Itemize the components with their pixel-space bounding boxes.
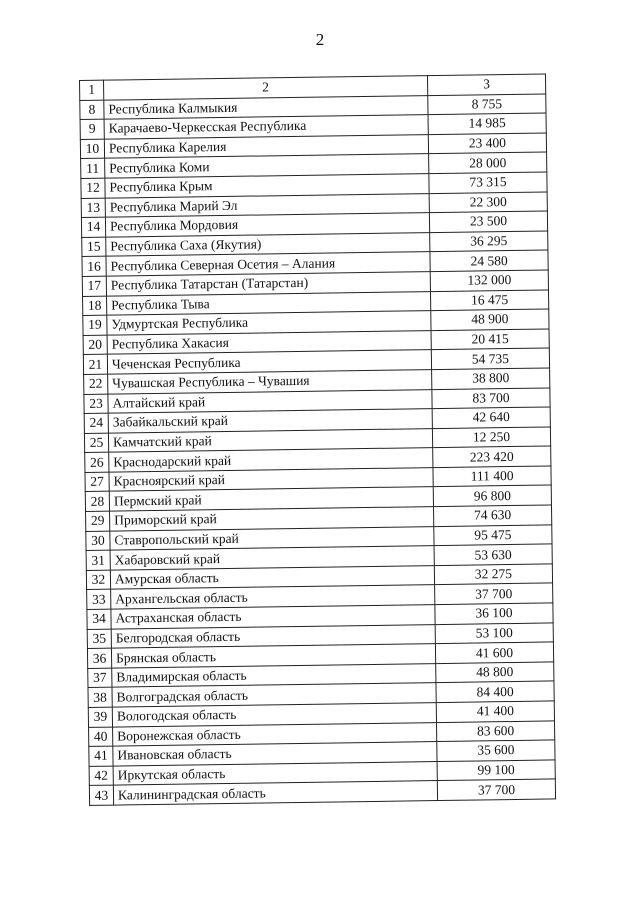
row-number-cell: 10	[80, 139, 104, 159]
region-name-cell: Краснодарский край	[109, 448, 433, 472]
amount-cell: 111 400	[433, 466, 551, 487]
row-number-cell: 23	[84, 394, 108, 414]
row-number-cell: 33	[87, 590, 111, 610]
row-number-cell: 21	[83, 354, 107, 374]
page-number: 2	[315, 30, 325, 49]
amount-cell: 41 600	[435, 642, 553, 663]
row-number-cell: 38	[88, 688, 112, 708]
amount-cell: 132 000	[430, 270, 548, 291]
amount-cell: 96 800	[433, 485, 551, 506]
amount-cell: 37 700	[435, 583, 553, 604]
region-name-cell: Белгородская область	[111, 624, 435, 648]
region-name-cell: Владимирская область	[112, 663, 436, 687]
amount-cell: 23 500	[429, 211, 547, 232]
header-col-1: 1	[80, 80, 104, 100]
region-name-cell: Республика Калмыкия	[104, 95, 428, 119]
row-number-cell: 39	[88, 707, 112, 727]
row-number-cell: 43	[89, 785, 113, 805]
region-name-cell: Республика Коми	[105, 154, 429, 178]
amount-cell: 48 800	[436, 662, 554, 683]
region-name-cell: Республика Крым	[105, 174, 429, 198]
region-name-cell: Ивановская область	[113, 742, 437, 766]
amount-cell: 12 250	[432, 427, 550, 448]
amount-cell: 48 900	[431, 309, 549, 330]
row-number-cell: 11	[81, 159, 105, 179]
amount-cell: 223 420	[433, 446, 551, 467]
row-number-cell: 16	[82, 256, 106, 276]
amount-cell: 28 000	[429, 152, 547, 173]
amount-cell: 23 400	[428, 133, 546, 154]
region-name-cell: Алтайский край	[108, 389, 432, 413]
row-number-cell: 15	[82, 237, 106, 257]
region-name-cell: Астраханская область	[111, 605, 435, 629]
row-number-cell: 12	[81, 178, 105, 198]
region-name-cell: Приморский край	[110, 507, 434, 531]
header-col-2: 2	[104, 76, 428, 100]
table-body	[80, 94, 556, 806]
region-name-cell: Чеченская Республика	[107, 350, 431, 374]
region-name-cell: Республика Хакасия	[107, 330, 431, 354]
amount-cell: 83 600	[437, 721, 555, 742]
amount-cell: 53 100	[435, 623, 553, 644]
region-name-cell: Ставропольский край	[110, 526, 434, 550]
amount-cell: 14 985	[428, 113, 546, 134]
row-number-cell: 32	[86, 570, 110, 590]
amount-cell: 22 300	[429, 192, 547, 213]
region-name-cell: Республика Тыва	[107, 291, 431, 315]
amount-cell: 41 400	[436, 701, 554, 722]
row-number-cell: 37	[88, 668, 112, 688]
row-number-cell: 35	[87, 629, 111, 649]
amount-cell: 35 600	[437, 740, 555, 761]
region-name-cell: Республика Марий Эл	[105, 193, 429, 217]
region-name-cell: Забайкальский край	[108, 409, 432, 433]
row-number-cell: 25	[84, 433, 108, 453]
header-col-3: 3	[427, 74, 545, 95]
region-name-cell: Калининградская область	[113, 781, 437, 805]
amount-cell: 37 700	[437, 779, 555, 800]
region-name-cell: Камчатский край	[108, 428, 432, 452]
region-name-cell: Архангельская область	[111, 585, 435, 609]
region-name-cell: Республика Саха (Якутия)	[106, 232, 430, 256]
region-name-cell: Республика Мордовия	[105, 213, 429, 237]
region-name-cell: Волгоградская область	[112, 683, 436, 707]
row-number-cell: 40	[89, 727, 113, 747]
row-number-cell: 9	[80, 119, 104, 139]
region-name-cell: Удмуртская Республика	[107, 311, 431, 335]
region-name-cell: Карачаево-Черкесская Республика	[104, 115, 428, 139]
amount-cell: 54 735	[431, 348, 549, 369]
amount-cell: 83 700	[432, 387, 550, 408]
region-name-cell: Вологодская область	[112, 703, 436, 727]
row-number-cell: 29	[86, 511, 110, 531]
region-name-cell: Республика Карелия	[104, 134, 428, 158]
region-name-cell: Брянская область	[111, 644, 435, 668]
row-number-cell: 14	[81, 217, 105, 237]
amount-cell: 16 475	[430, 289, 548, 310]
row-number-cell: 31	[86, 550, 110, 570]
amount-cell: 38 800	[432, 368, 550, 389]
amount-cell: 99 100	[437, 760, 555, 781]
row-number-cell: 13	[81, 198, 105, 218]
row-number-cell: 20	[83, 335, 107, 355]
row-number-cell: 22	[84, 374, 108, 394]
row-number-cell: 8	[80, 100, 104, 120]
row-number-cell: 19	[83, 315, 107, 335]
amount-cell: 32 275	[434, 564, 552, 585]
row-number-cell: 36	[87, 648, 111, 668]
region-name-cell: Республика Северная Осетия – Алания	[106, 252, 430, 276]
amount-cell: 36 100	[435, 603, 553, 624]
allocation-table	[79, 73, 556, 805]
row-number-cell: 28	[85, 492, 109, 512]
row-number-cell: 17	[82, 276, 106, 296]
amount-cell: 8 755	[428, 94, 546, 115]
amount-cell: 95 475	[434, 525, 552, 546]
row-number-cell: 24	[84, 413, 108, 433]
amount-cell: 20 415	[431, 329, 549, 350]
region-name-cell: Чувашская Республика – Чувашия	[108, 370, 432, 394]
region-name-cell: Амурская область	[110, 565, 434, 589]
amount-cell: 36 295	[430, 231, 548, 252]
amount-cell: 84 400	[436, 681, 554, 702]
row-number-cell: 42	[89, 766, 113, 786]
row-number-cell: 41	[89, 746, 113, 766]
row-number-cell: 30	[86, 531, 110, 551]
row-number-cell: 26	[85, 452, 109, 472]
row-number-cell: 27	[85, 472, 109, 492]
region-name-cell: Иркутская область	[113, 761, 437, 785]
amount-cell: 73 315	[429, 172, 547, 193]
amount-cell: 24 580	[430, 250, 548, 271]
row-number-cell: 18	[83, 296, 107, 316]
region-name-cell: Хабаровский край	[110, 546, 434, 570]
amount-cell: 53 630	[434, 544, 552, 565]
amount-cell: 42 640	[432, 407, 550, 428]
region-name-cell: Республика Татарстан (Татарстан)	[106, 272, 430, 296]
region-name-cell: Красноярский край	[109, 467, 433, 491]
amount-cell: 74 630	[433, 505, 551, 526]
row-number-cell: 34	[87, 609, 111, 629]
region-name-cell: Пермский край	[109, 487, 433, 511]
region-name-cell: Воронежская область	[113, 722, 437, 746]
